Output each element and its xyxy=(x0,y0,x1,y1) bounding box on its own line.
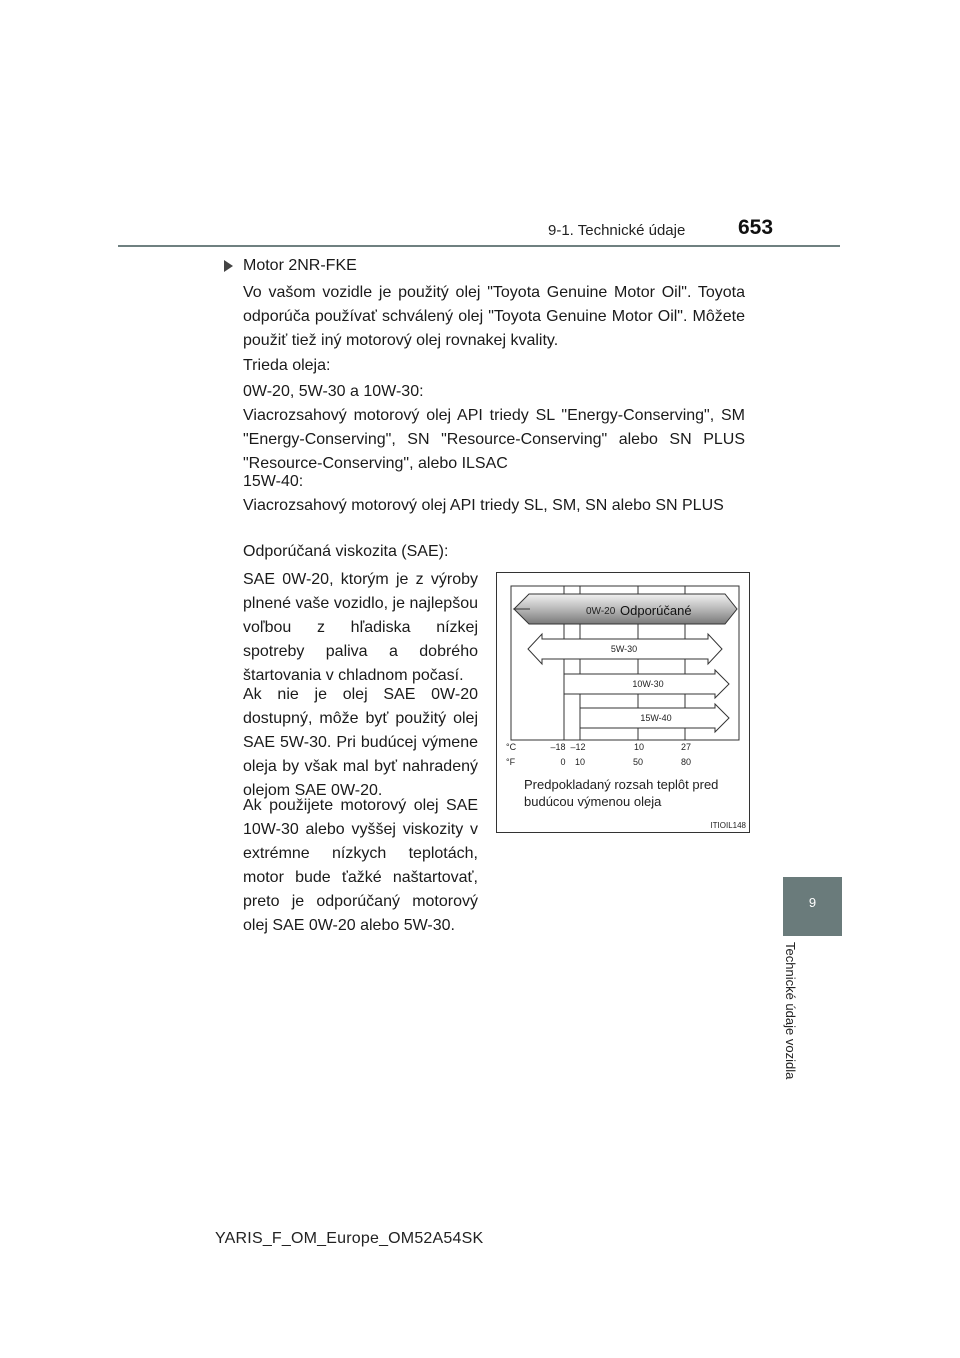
oil-grade-label: Trieda oleja: xyxy=(243,357,331,374)
tick-label-f: 80 xyxy=(680,757,692,767)
band-label: 15W-40 xyxy=(640,713,672,723)
tick-label-f: 50 xyxy=(632,757,644,767)
section-heading: Motor 2NR-FKE xyxy=(243,257,357,274)
paragraph-2: Ak nie je olej SAE 0W-20 dostupný, môže byť použitý olej SAE 5W-30. Pri budúcej výmene oleja by však mal byť nahradený olejom SAE 0W-20. xyxy=(243,686,478,799)
grade1-title: 0W-20, 5W-30 a 10W-30: xyxy=(243,383,424,400)
grade2-title: 15W-40: xyxy=(243,473,304,490)
tick-label-c: –12 xyxy=(570,742,586,752)
paragraph-1: SAE 0W-20, ktorým je z výroby plnené vaše vozidlo, je najlepšou voľbou z hľadiska nízkej spotreby paliva a dobrého štartovania v chladnom počasí. xyxy=(243,571,478,684)
unit-celsius: °C xyxy=(506,742,517,752)
header-rule xyxy=(118,245,840,247)
section-title: 9-1. Technické údaje xyxy=(548,222,686,239)
band-label: 5W-30 xyxy=(610,644,638,654)
figure-code: ITIOIL148 xyxy=(710,821,746,830)
grade1-text: Viacrozsahový motorový olej API triedy SL "Energy-Conserving", SM "Energy-Conserving", SN "Resource-Conserving" alebo SN PLUS "Resource-Conserving", alebo ILSAC xyxy=(243,407,745,472)
chart-note: Predpokladaný rozsah teplôt pred budúcou výmenou oleja xyxy=(524,777,719,809)
band-label: 10W-30 xyxy=(632,679,664,689)
footer-doc-id: YARIS_F_OM_Europe_OM52A54SK xyxy=(215,1230,484,1247)
paragraph-3: Ak použijete motorový olej SAE 10W-30 alebo vyššej viskozity v extrémne nízkych teplotách, motor bude ťažké naštartovať, preto je odporúčaný motorový olej SAE 0W-20 alebo 5W-30. xyxy=(243,797,478,934)
chapter-label: Technické údaje vozidla xyxy=(783,942,798,1080)
intro-paragraph: Vo vašom vozidle je použitý olej "Toyota Genuine Motor Oil". Toyota odporúča používať schválený olej "Toyota Genuine Motor Oil". Môžete použiť tiež iný motorový olej rovnakej kvality. xyxy=(243,284,745,349)
viscosity-chart xyxy=(496,572,750,833)
tick-label-f: 0 xyxy=(560,757,566,767)
recommended-grade: 0W-20 xyxy=(586,606,616,617)
grade2-text: Viacrozsahový motorový olej API triedy SL, SM, SN alebo SN PLUS xyxy=(243,497,724,514)
page-number: 653 xyxy=(738,216,774,239)
chapter-number: 9 xyxy=(808,895,817,910)
bullet-triangle-icon xyxy=(224,260,233,272)
tick-label-c: 27 xyxy=(680,742,692,752)
tick-label-c: 10 xyxy=(633,742,645,752)
recommended-label: Odporúčané xyxy=(620,603,692,618)
viscosity-label: Odporúčaná viskozita (SAE): xyxy=(243,543,449,560)
chapter-tab[interactable] xyxy=(783,877,842,936)
tick-label-f: 10 xyxy=(574,757,586,767)
tick-label-c: –18 xyxy=(550,742,566,752)
unit-fahrenheit: °F xyxy=(506,757,516,767)
